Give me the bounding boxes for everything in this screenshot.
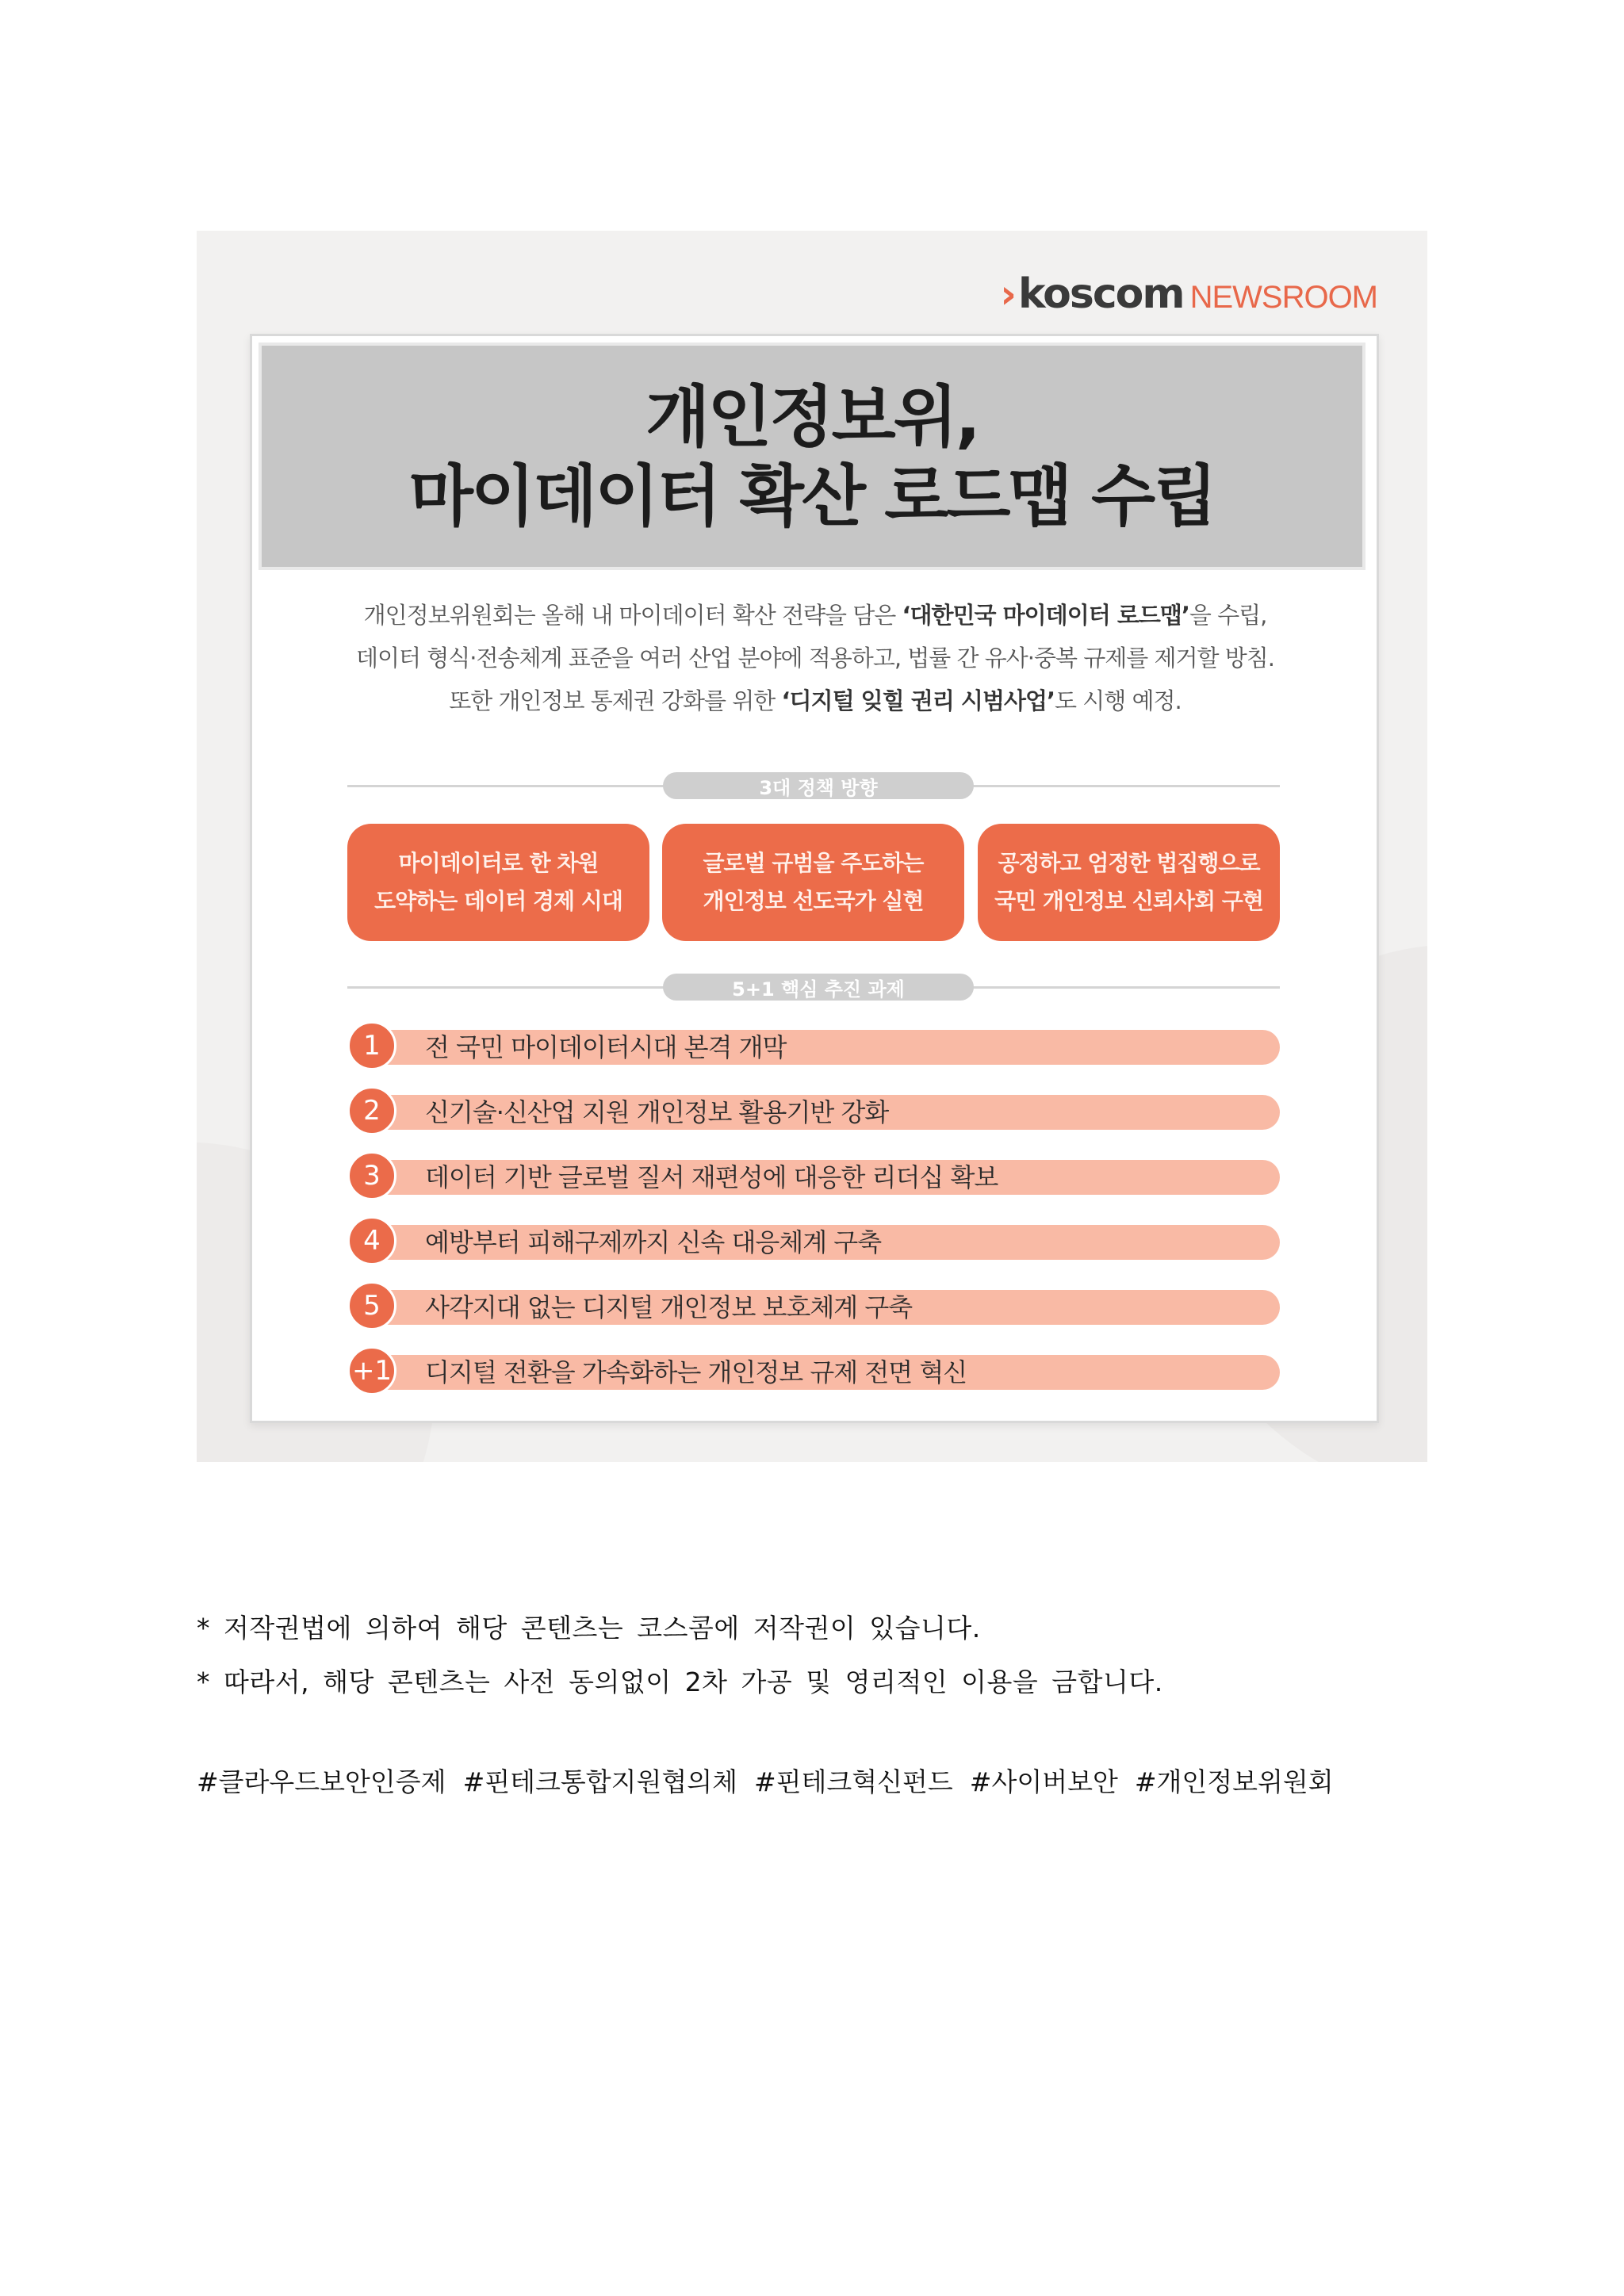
logo-koscom: koscom <box>1017 270 1184 318</box>
task-label: 전 국민 마이데이터시대 본격 개막 <box>425 1032 787 1062</box>
policy-card <box>662 824 964 941</box>
intro-text-span: 을 수립, <box>1189 602 1267 629</box>
policy-card-line: 공정하고 엄정한 법집행으로 <box>998 850 1260 876</box>
task-label: 예방부터 피해구제까지 신속 대응체계 구축 <box>425 1227 882 1257</box>
hashtag-link[interactable]: #핀테크혁신펀드 <box>754 1766 953 1797</box>
policy-section-title: 3대 정책 방향 <box>663 772 974 799</box>
intro-highlight-roadmap: ‘대한민국 마이데이터 로드맵’ <box>902 602 1189 629</box>
hashtag-link[interactable]: #핀테크통합지원협의체 <box>462 1766 737 1797</box>
policy-card-line: 마이데이터로 한 차원 <box>398 850 599 876</box>
task-label: 데이터 기반 글로벌 질서 재편성에 대응한 리더십 확보 <box>425 1162 998 1192</box>
policy-card-line: 도약하는 데이터 경제 시대 <box>374 888 622 914</box>
intro-text-span: 또한 개인정보 통제권 강화를 위한 <box>449 687 782 714</box>
task-number-badge: 4 <box>347 1216 396 1265</box>
task-section-title: 5+1 핵심 추진 과제 <box>663 974 974 1001</box>
task-number-badge: +1 <box>347 1346 396 1395</box>
task-item <box>347 1024 1280 1068</box>
hashtag-list <box>197 1758 1334 1806</box>
task-item <box>347 1089 1280 1133</box>
intro-text-span: 도 시행 예정. <box>1055 687 1182 714</box>
policy-card-line: 개인정보 선도국가 실현 <box>703 888 924 914</box>
task-number-badge: 3 <box>347 1151 396 1200</box>
task-label: 신기술·신산업 지원 개인정보 활용기반 강화 <box>425 1097 889 1127</box>
title-box <box>259 342 1365 570</box>
policy-directions <box>347 824 1280 941</box>
task-label: 사각지대 없는 디지털 개인정보 보호체계 구축 <box>425 1292 913 1322</box>
intro-text-span: 개인정보위원회는 올해 내 마이데이터 확산 전략을 담은 <box>363 602 902 629</box>
policy-card <box>347 824 649 941</box>
intro-text <box>300 594 1331 722</box>
task-item <box>347 1154 1280 1198</box>
title-line-1: 개인정보위, <box>645 377 979 456</box>
title-line-2: 마이데이터 확산 로드맵 수립 <box>408 457 1216 535</box>
hashtag-link[interactable]: #사이버보안 <box>969 1766 1118 1797</box>
copyright-notes <box>197 1601 1163 1709</box>
hashtag-link[interactable]: #클라우드보안인증제 <box>197 1766 446 1797</box>
copyright-note: * 따라서, 해당 콘텐츠는 사전 동의없이 2차 가공 및 영리적인 이용을 금합니다. <box>197 1667 1163 1697</box>
infographic-card <box>250 334 1379 1423</box>
policy-card <box>978 824 1280 941</box>
copyright-note: * 저작권법에 의하여 해당 콘텐츠는 코스콤에 저작권이 있습니다. <box>197 1613 981 1644</box>
policy-card-line: 국민 개인정보 신뢰사회 구현 <box>994 888 1263 914</box>
infographic-image <box>197 231 1427 1462</box>
policy-card-line: 글로벌 규범을 주도하는 <box>703 850 924 876</box>
logo-chevron-icon: › <box>1000 271 1017 317</box>
task-number-badge: 2 <box>347 1086 396 1135</box>
intro-line-2: 데이터 형식·전송체계 표준을 여러 산업 분야에 적용하고, 법률 간 유사·중복 규제를 제거할 방침. <box>355 645 1275 672</box>
logo-newsroom: NEWSROOM <box>1189 280 1377 315</box>
task-item <box>347 1219 1280 1263</box>
task-item <box>347 1284 1280 1328</box>
task-number-badge: 1 <box>347 1021 396 1070</box>
hashtag-link[interactable]: #개인정보위원회 <box>1134 1766 1334 1797</box>
koscom-newsroom-logo <box>1000 270 1377 318</box>
task-number-badge: 5 <box>347 1281 396 1330</box>
task-item <box>347 1349 1280 1393</box>
intro-line-1 <box>300 594 1331 637</box>
intro-line-3 <box>300 679 1331 722</box>
intro-highlight-pilot: ‘디지털 잊힐 권리 시범사업’ <box>781 687 1055 714</box>
task-label: 디지털 전환을 가속화하는 개인정보 규제 전면 혁신 <box>425 1357 967 1387</box>
